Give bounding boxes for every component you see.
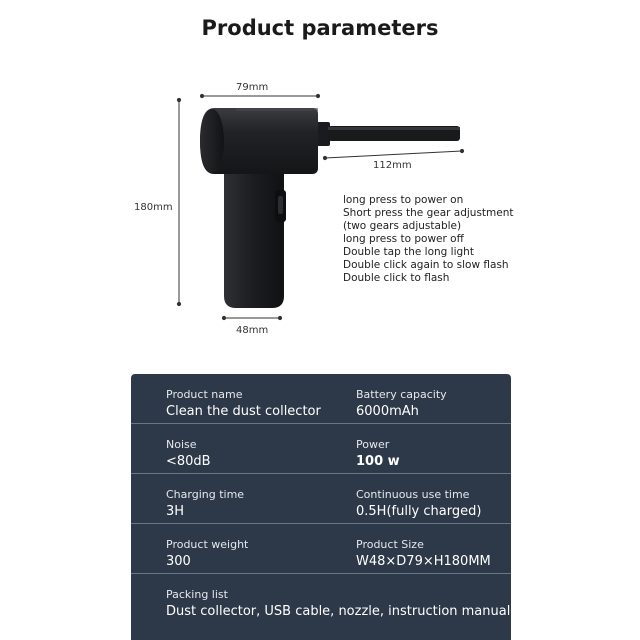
spec-label: Product weight [166,538,249,551]
page-title: Product parameters [201,16,439,40]
spec-label: Charging time [166,488,245,501]
dimension-base-label: 48mm [236,325,269,336]
device-handle [224,165,286,308]
spec-label: Product name [166,388,243,401]
spec-row [131,474,511,524]
instruction-line: Double click again to slow flash [343,259,509,271]
dimension-nozzle-line [323,149,463,159]
instruction-line: Double tap the long light [343,246,474,258]
spec-label: Product Size [356,538,424,551]
button-instructions [343,194,514,285]
spec-product-name [166,374,321,419]
spec-row [131,374,511,424]
instruction-line: long press to power off [343,233,464,245]
spec-label: Power [356,438,390,451]
instruction-line: Short press the gear adjustment [343,207,514,219]
spec-panel [131,374,511,640]
dimension-width-line [200,94,319,97]
dimension-height-line [177,98,180,305]
spec-label: Battery capacity [356,388,447,401]
spec-row [131,574,511,623]
instruction-line: (two gears adjustable) [343,220,462,232]
instruction-line: long press to power on [343,194,464,206]
spec-value: 6000mAh [356,404,419,419]
spec-value: W48×D79×H180MM [356,554,491,569]
spec-product-weight [166,524,248,569]
spec-label: Packing list [166,588,228,601]
spec-packing-list [166,574,510,619]
dimension-base-line [222,316,281,319]
spec-value: 100 w [356,454,400,469]
spec-continuous-use-time [356,474,481,519]
device-nozzle [316,122,460,146]
spec-battery-capacity [356,374,447,419]
spec-label: Continuous use time [356,488,470,501]
spec-product-size [356,524,491,569]
device-head [200,108,318,174]
spec-charging-time [166,474,244,519]
dimension-height-label: 180mm [134,202,173,213]
instruction-line: Double click to flash [343,272,450,284]
spec-value: Dust collector, USB cable, nozzle, instruction manual [166,604,511,619]
spec-value: Clean the dust collector [166,404,321,419]
spec-value: <80dB [166,454,211,469]
spec-noise [166,424,211,469]
spec-row [131,524,511,574]
dimension-nozzle-label: 112mm [373,160,412,171]
dimension-width-label: 79mm [236,82,269,93]
spec-value: 0.5H(fully charged) [356,504,482,519]
spec-power [356,424,400,469]
spec-row [131,424,511,474]
spec-value: 3H [166,504,185,519]
spec-value: 300 [166,554,191,569]
spec-label: Noise [166,438,197,451]
